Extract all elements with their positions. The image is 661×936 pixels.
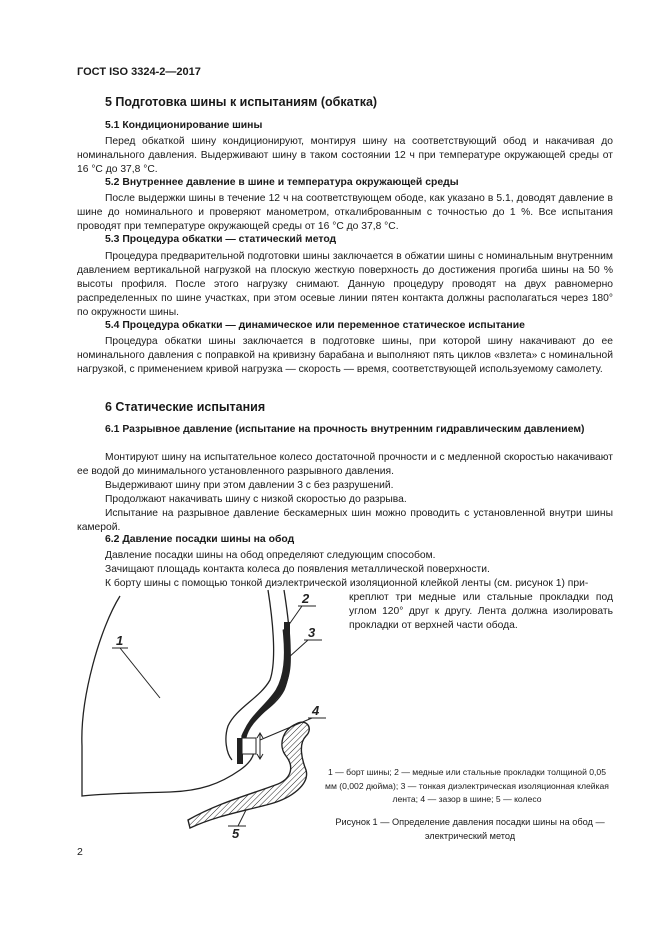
paragraph-6-2b: Зачищают площадь контакта колеса до появления металлической поверхности. <box>105 564 490 575</box>
tire-bead-inner <box>226 590 274 760</box>
figure-legend: 1 — борт шины; 2 — медные или стальные прокладки толщиной 0,05 мм (0,002 дюйма); 3 — тонкая диэлектрическая изоляционная клейкая лента; 4 — зазор в шине; 5 — колесо <box>325 767 609 804</box>
paragraph-6-1a: Монтируют шину на испытательное колесо достаточной прочности и с медленной скоростью накачивают ее водой до минимального установленного разрывного давления. <box>77 452 613 478</box>
paragraph-6-1c: Продолжают накачивать шину с низкой скоростью до разрыва. <box>105 494 407 505</box>
tape-strip <box>242 628 290 738</box>
heading-5-4: 5.4 Процедура обкатки — динамическое или переменное статическое испытание <box>105 320 525 331</box>
document-header: ГОСТ ISO 3324-2—2017 <box>77 66 201 78</box>
heading-6-2: 6.2 Давление посадки шины на обод <box>105 534 295 545</box>
heading-5-2: 5.2 Внутреннее давление в шине и температура окружающей среды <box>105 177 459 188</box>
heading-5-3: 5.3 Процедура обкатки — статический метод <box>105 234 337 245</box>
page-number: 2 <box>77 846 83 858</box>
figure-label-2: 2 <box>302 591 310 606</box>
heading-5-1: 5.1 Кондиционирование шины <box>105 120 263 131</box>
figure-label-1: 1 <box>116 633 124 648</box>
figure-1-drawing <box>70 588 360 838</box>
figure-label-4: 4 <box>312 703 320 718</box>
paragraph-6-2c-first-line: К борту шины с помощью тонкой диэлектрической изоляционной клейкой ленты (см. рисунок 1) при- <box>105 578 589 589</box>
paragraph-5-3: Процедура предварительной подготовки шины заключается в обжатии шины с номинальным внутренним давлением вертикальной нагрузкой на плоскую жесткую поверхность до достижения прогиба шины на 50 % высоты профиля. После этого нагрузку снимают. Данную процедуру проводят на двух равномерно распределенных по шине участках, при этом осевые линии пятен контакта должны располагаться через 180° по окружности шины. <box>77 251 613 319</box>
figure-label-5: 5 <box>232 826 240 838</box>
paragraph-5-4: Процедура обкатки шины заключается в подготовке шины, при которой шину накачивают до ее номинального давления с поправкой на кривизну барабана и выполняют пять циклов «взлета» с номинальной нагрузкой, с применением кривой нагрузка — скорость — время, соответствующей используемому самолету. <box>77 336 613 376</box>
paragraph-6-1d: Испытание на разрывное давление бескамерных шин можно проводить с установленной внутри шины камерой. <box>77 508 613 534</box>
figure-title: Рисунок 1 — Определение давления посадки шины на обод — электрический метод <box>335 817 605 841</box>
paragraph-6-2a: Давление посадки шины на обод определяют следующим способом. <box>105 550 436 561</box>
heading-6-1: 6.1 Разрывное давление (испытание на прочность внутренним гидравлическим давлением) <box>105 424 585 435</box>
tire-contour <box>82 596 254 796</box>
paragraph-6-2c-rest: креплют три медные или стальные прокладки под углом 120° друг к другу. Лента должна изолировать прокладки от верхней части обода. <box>349 592 613 632</box>
figure-label-3: 3 <box>308 625 316 640</box>
paragraph-5-1: Перед обкаткой шину кондиционируют, монтируя шину на соответствующий обод и накачивая до номинального давления. Выдерживают шину в таком состоянии 12 ч при температуре окружающей среды от 16 °С до 37,8 °С. <box>77 136 613 176</box>
gap-marker <box>242 738 256 754</box>
paragraph-6-1b: Выдерживают шину при этом давлении 3 с без разрушений. <box>105 480 394 491</box>
section-6-title: 6 Статические испытания <box>105 400 266 414</box>
paragraph-5-2: После выдержки шины в течение 12 ч на соответствующем ободе, как указано в 5.1, доводят давление в шине до номинального и проверяют манометром, откалиброванным с точностью до 1 %. Все испытания проводят при температуре окружающей среды от 16 °С до 37,8 °С. <box>77 193 613 233</box>
section-5-title: 5 Подготовка шины к испытаниям (обкатка) <box>105 95 378 109</box>
